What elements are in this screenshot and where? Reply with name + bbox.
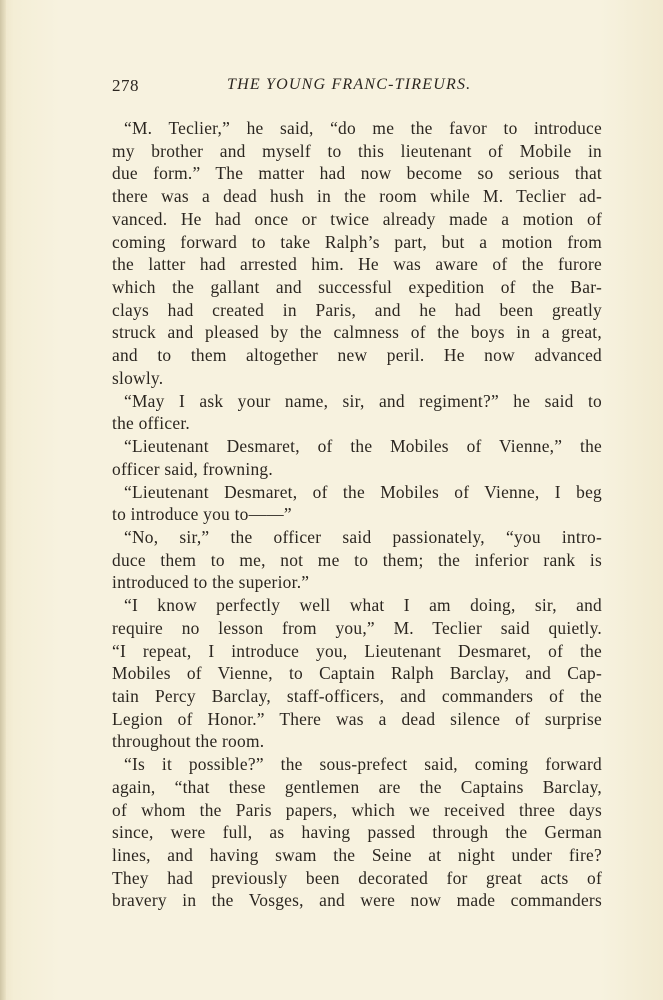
- text-line: duce them to me, not me to them; the inferior rank is: [112, 549, 602, 570]
- text-line: “No, sir,” the officer said passionately, “you intro-: [124, 526, 602, 547]
- text-line: again, “that these gentlemen are the Captains Barclay,: [112, 776, 602, 797]
- text-line: “I know perfectly well what I am doing, sir, and: [124, 595, 602, 616]
- text-line: throughout the room.: [112, 731, 265, 752]
- text-line: “M. Teclier,” he said, “do me the favor to introduce: [124, 118, 602, 138]
- running-head: THE YOUNG FRANC-TIREURS.: [227, 76, 472, 93]
- text-line: introduced to the superior.”: [112, 572, 310, 593]
- text-line: “Is it possible?” the sous-prefect said, coming forward: [124, 754, 602, 775]
- text-line: and to them altogether new peril. He now advanced: [112, 345, 602, 366]
- text-line: due form.” The matter had now become so serious that: [112, 163, 602, 184]
- text-line: They had previously been decorated for great acts of: [112, 867, 602, 888]
- text-line: require no lesson from you,” M. Teclier said quietly.: [112, 617, 602, 638]
- text-line: coming forward to take Ralph’s part, but a motion from: [112, 231, 602, 252]
- text-line: vanced. He had once or twice already made a motion of: [112, 208, 602, 229]
- text-line: officer said, frowning.: [112, 458, 273, 479]
- page-number: 278: [112, 76, 139, 95]
- text-line: which the gallant and successful expedition of the Bar-: [112, 277, 602, 298]
- text-line: lines, and having swam the Seine at night under fire?: [112, 845, 602, 865]
- text-line: since, were full, as having passed through the German: [112, 822, 602, 843]
- body-text: [112, 117, 602, 912]
- text-line: tain Percy Barclay, staff-officers, and commanders of the: [112, 685, 602, 706]
- text-line: there was a dead hush in the room while M. Teclier ad-: [112, 186, 602, 207]
- text-line: Mobiles of Vienne, to Captain Ralph Barclay, and Cap-: [112, 663, 602, 684]
- page-header: [112, 76, 600, 98]
- text-line: the officer.: [112, 413, 191, 434]
- text-line: “Lieutenant Desmaret, of the Mobiles of Vienne,” the: [124, 436, 602, 457]
- text-line: clays had created in Paris, and he had been greatly: [112, 299, 602, 320]
- text-line: “Lieutenant Desmaret, of the Mobiles of Vienne, I beg: [124, 481, 602, 502]
- text-line: the latter had arrested him. He was aware of the furore: [112, 254, 602, 275]
- page-binding-edge: [0, 0, 6, 1000]
- text-line: slowly.: [112, 367, 164, 388]
- text-line: bravery in the Vosges, and were now made commanders: [112, 890, 602, 911]
- text-line: of whom the Paris papers, which we received three days: [112, 799, 602, 820]
- text-line: Legion of Honor.” There was a dead silence of surprise: [112, 708, 602, 729]
- text-line: to introduce you to——”: [112, 504, 292, 525]
- text-line: struck and pleased by the calmness of the boys in a great,: [112, 322, 602, 343]
- text-line: “May I ask your name, sir, and regiment?” he said to: [124, 390, 602, 411]
- text-line: my brother and myself to this lieutenant of Mobile in: [112, 140, 602, 161]
- text-line: “I repeat, I introduce you, Lieutenant Desmaret, of the: [112, 640, 602, 661]
